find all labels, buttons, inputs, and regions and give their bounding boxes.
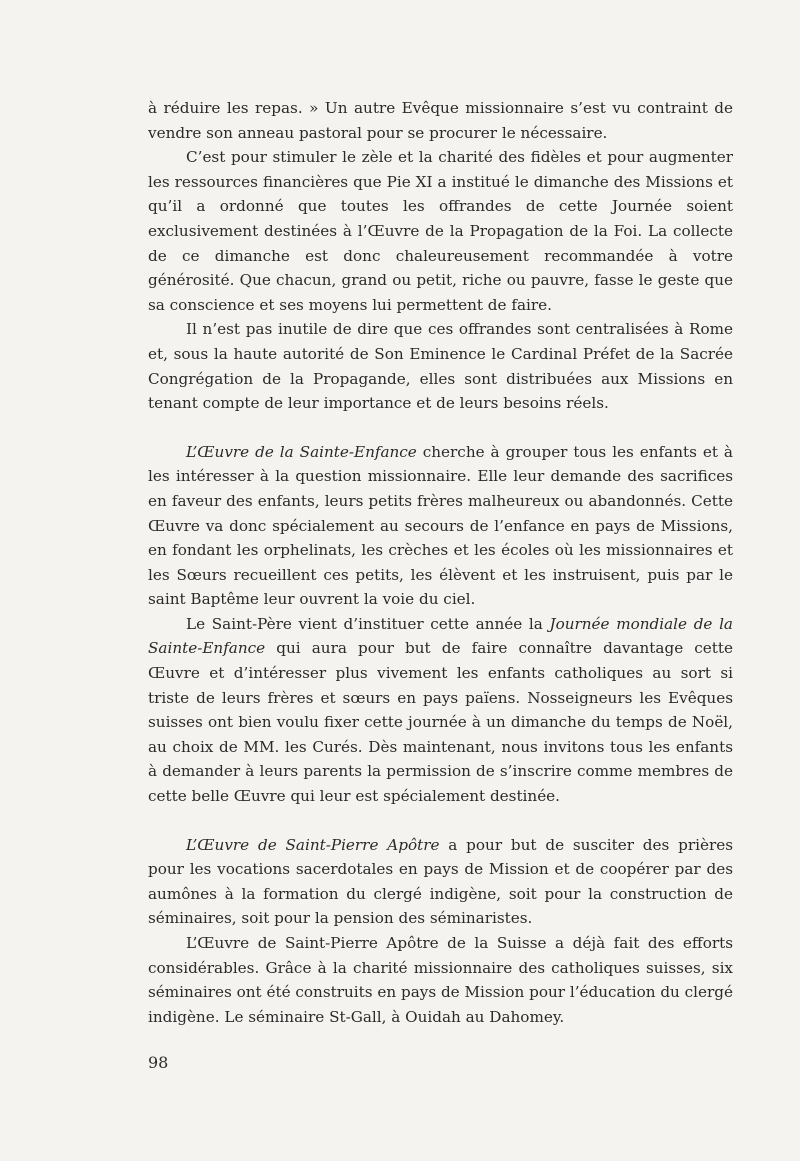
paragraph-6-italic-title: L’Œuvre de Saint-Pierre Apôtre xyxy=(186,835,440,854)
paragraph-1 xyxy=(148,96,733,145)
paragraph-2 xyxy=(148,145,733,317)
paragraph-2-text: C’est pour stimuler le zèle et la charité des fidèles et pour augmenter les ressources financières que Pie XI a institué le dimanche des Missions et qu’il a ordonné que toutes les offrandes de cette Journée soient exclusivement destinées à l’Œuvre de la Propagation de la Foi. La collecte de ce dimanche est donc chaleureusement recommandée à votre générosité. Que chacun, grand ou petit, riche ou pauvre, fasse le geste que sa conscience et ses moyens lui permettent de faire. xyxy=(148,148,733,314)
paragraph-3 xyxy=(148,317,733,415)
paragraph-7-text: L’Œuvre de Saint-Pierre Apôtre de la Suisse a déjà fait des efforts considérables. Grâce à la charité missionnaire des catholiques suisses, six séminaires ont été construits en pays de Mission pour l’éducation du clergé indigène. Le séminaire St-Gall, à Ouidah au Dahomey. xyxy=(148,934,733,1026)
paragraph-4 xyxy=(148,440,733,612)
paragraph-7 xyxy=(148,931,733,1029)
section-spacer xyxy=(148,809,733,833)
paragraph-3-text: Il n’est pas inutile de dire que ces offrandes sont centralisées à Rome et, sous la haute autorité de Son Eminence le Cardinal Préfet de la Sacrée Congrégation de la Propagande, elles sont distribuées aux Missions en tenant compte de leur importance et de leurs besoins réels. xyxy=(148,320,733,413)
paragraph-5-text-after: qui aura pour but de faire connaître davantage cette Œuvre et d’intéresser plus vivement les enfants catholiques au sort si triste de leurs frères et sœurs en pays païens. Nosseigneurs les Evêques suisses ont bien voulu fixer cette journée à un dimanche du temps de Noël, au choix de MM. les Curés. Dès maintenant, nous invitons tous les enfants à demander à leurs parents la permission de s’inscrire comme membres de cette belle Œuvre qui leur est spécialement destinée. xyxy=(148,639,733,806)
paragraph-5-text-before: Le Saint-Père vient d’instituer cette année la xyxy=(186,614,550,633)
body-text xyxy=(148,96,733,1029)
paragraph-6-text: a pour but de susciter des prières pour les vocations sacerdotales en pays de Mission et de coopérer par des aumônes à la formation du clergé indigène, soit pour la construction de séminaires, soit pour la pension des séminaristes. xyxy=(148,835,734,928)
page-number: 98 xyxy=(148,1053,169,1072)
paragraph-5 xyxy=(148,612,733,809)
section-spacer xyxy=(148,416,733,440)
paragraph-4-text: cherche à grouper tous les enfants et à les intéresser à la question missionnaire. Elle leur demande des sacrifices en faveur des enfants, leurs petits frères malheureux ou abandonnés. Cette Œuvre va donc spécialement au secours de l’enfance en pays de Missions, en fondant les orphelinats, les crèches et les écoles où les missionnaires et les Sœurs recueillent ces petits, les élèvent et les instruisent, puis par le saint Baptême leur ouvrent la voie du ciel. xyxy=(148,442,733,609)
paragraph-6 xyxy=(148,833,733,931)
paragraph-1-text: à réduire les repas. » Un autre Evêque missionnaire s’est vu contraint de vendre son anneau pastoral pour se procurer le nécessaire. xyxy=(148,99,733,142)
paragraph-5-italic-title: Journée mondiale de la Sainte-Enfance xyxy=(148,614,733,658)
paragraph-4-italic-title: L’Œuvre de la Sainte-Enfance xyxy=(186,442,417,461)
